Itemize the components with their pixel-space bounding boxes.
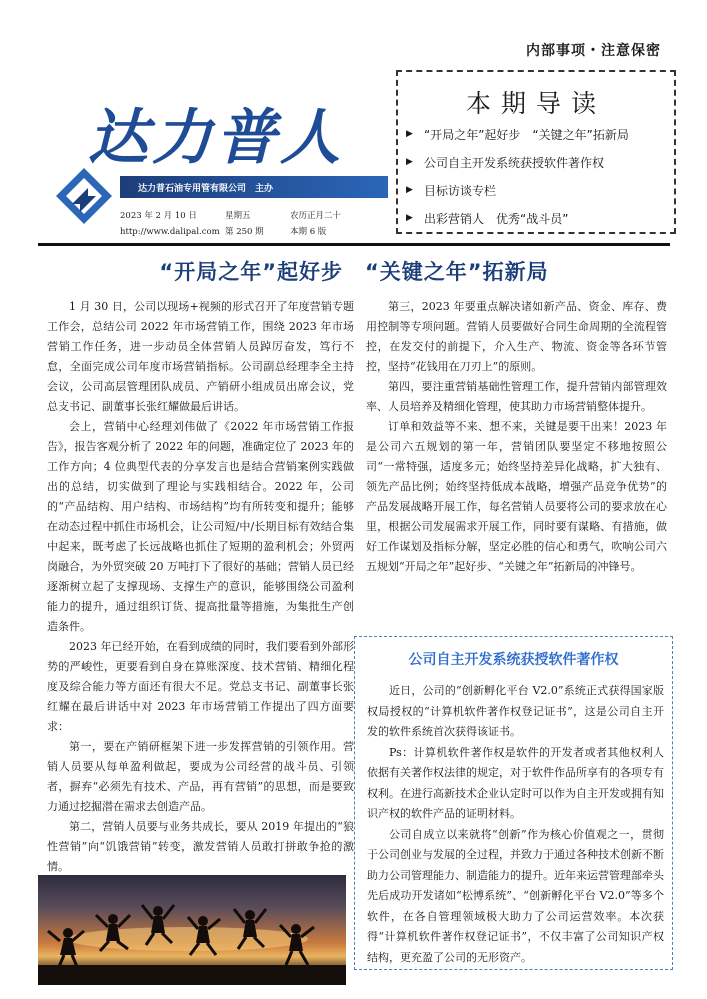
article-paragraph: 订单和效益等不来、想不来，关键是要干出来！2023 年是公司六五规划的第一年，营销团队要坚定不移地按照公司“一常特强，适度多元；始终坚持差异化战略，扩大独有、领先产品比例；始终坚持低成本战略，增强产品竞争优势”的产品发展战略开展工作，每名营销人员要将公司的要求放在心里，根据公司发展需求开展工作，同时要有谋略、有措施，做好工作谋划及指标分解，坚定必胜的信心和勇气，吹响公司六五规划“开局之年”起好步、“关键之年”拓新局的冲锋号。 bbox=[366, 420, 667, 573]
article-paragraph: 第四，要注重营销基础性管理工作，提升营销内部管理效率、人员培养及精细化管理，使其助力市场营销整体提升。 bbox=[366, 380, 667, 413]
lunar-date: 农历正月二十 bbox=[290, 211, 342, 221]
publication-info bbox=[120, 208, 390, 240]
sidebar-paragraph: Ps：计算机软件著作权是软件的开发者或者其他权利人依据有关著作权法律的规定，对于软件作品所享有的各项专有权利。在进行高新技术企业认定时可以作为自主开发或拥有知识产权的软件产品的证明材料。 bbox=[367, 745, 664, 820]
website-url[interactable]: http://www.dalipal.com bbox=[120, 227, 220, 237]
triangle-right-icon: ▶ bbox=[406, 157, 413, 167]
masthead-title: 达力普人 bbox=[88, 103, 344, 173]
publisher-banner: 达力普石油专用管有限公司 主办 bbox=[120, 176, 388, 198]
sidebar-paragraph: 近日，公司的“创新孵化平台 V2.0”系统正式获得国家版权局授权的“计算机软件著作权登记证书”，这是公司自主开发的软件系统首次获得该证书。 bbox=[367, 684, 664, 738]
article-headline: “开局之年”起好步 “关键之年”拓新局 bbox=[159, 260, 549, 284]
toc-item[interactable]: ▶ 目标访谈专栏 bbox=[406, 183, 497, 198]
article-paragraph: 1 月 30 日，公司以现场+视频的形式召开了年度营销专题工作会，总结公司 2022 年市场营销工作，围绕 2023 年市场营销工作任务，进一步动员全体营销人员踔厉奋发，笃行不怠，全面完成公司年度市场营销指标。公司副总经理李全主持会议，公司高层管理团队成员、产销研小组成员出席会议，党总支书记、副董事长张红耀做最后讲话。 bbox=[47, 300, 354, 413]
table-of-contents bbox=[396, 70, 676, 234]
issue-number: 第 250 期 bbox=[225, 227, 264, 237]
software-copyright-sidebar bbox=[354, 636, 673, 970]
header-divider bbox=[38, 243, 670, 246]
toc-list bbox=[406, 120, 629, 232]
article-left-column bbox=[47, 297, 354, 877]
page-count: 本期 6 版 bbox=[290, 227, 327, 237]
issue-date: 2023 年 2 月 10 日 bbox=[120, 211, 197, 221]
article-paragraph: 会上，营销中心经理刘伟做了《2022 年市场营销工作报告》，报告客观分析了 2022 年的问题，准确定位了 2023 年的工作方向；4 位典型代表的分享发言也是结合营销案例实践做出的总结，切实做到了理论与实践相结合。2022 年，公司的“产品结构、用户结构、市场结构”均有所转变和提升；能够在动态过程中抓住市场机会，让公司短/中/长期目标有效结合集中起来，既考虑了长远战略也抓住了短期的盈利机会；外贸两岗融合，为外贸突破 20 万吨打下了很好的基础；营销人员已经逐渐树立起了支撑现场、支撑生产的意识，能够围绕公司盈利能力的提升，通过组织订货、提高批量等措施，为集批生产创造条件。 bbox=[47, 420, 354, 633]
masthead bbox=[50, 90, 380, 240]
confidential-notice: 内部事项・注意保密 bbox=[526, 43, 661, 59]
article-paragraph: 第三，2023 年要重点解决诸如新产品、资金、库存、费用控制等专项问题。营销人员要做好合同生命周期的全流程管控，在发交付的前提下，介入生产、物流、资金等各环节管控，坚持“花钱用在刀刃上”的原则。 bbox=[366, 300, 667, 373]
sidebar-paragraph: 公司自成立以来就将“创新”作为核心价值观之一，贯彻于公司创业与发展的全过程，并致力于通过各种技术创新不断助力公司管理能力、制造能力的提升。近年来运营管理部牵头先后成功开发诸如“松博系统”、“创新孵化平台 V2.0”等多个软件，在各自管理领域极大助力了公司运营效率。本次获得“计算机软件著作权登记证书”，不仅丰富了公司知识产权结构，更充盈了公司的无形资产。 bbox=[367, 827, 664, 964]
triangle-right-icon: ▶ bbox=[406, 185, 413, 195]
article-right-column bbox=[366, 297, 667, 577]
dalipal-logo-icon bbox=[54, 166, 114, 226]
triangle-right-icon: ▶ bbox=[406, 213, 413, 223]
issue-weekday: 星期五 bbox=[225, 211, 251, 221]
triangle-right-icon: ▶ bbox=[406, 129, 413, 139]
toc-item[interactable]: ▶ “开局之年”起好步 “关键之年”拓新局 bbox=[406, 127, 629, 142]
sidebar-body bbox=[367, 681, 664, 968]
toc-item[interactable]: ▶ 公司自主开发系统获授软件著作权 bbox=[406, 155, 605, 170]
article-paragraph: 第一，要在产销研框架下进一步发挥营销的引领作用。营销人员要从每单盈利做起，要成为公司经营的战斗员、引领者，摒弃“必须先有技术、产品，再有营销”的思想，而是要致力通过挖掘潜在需求去创造产品。 bbox=[47, 740, 354, 813]
team-sunset-photo bbox=[38, 875, 346, 985]
article-paragraph: 第二，营销人员要与业务共成长，要从 2019 年提出的“狼性营销”向“饥饿营销”转变，激发营销人员敢打拼敢争抢的激情。 bbox=[47, 820, 354, 873]
toc-title: 本期导读 bbox=[465, 89, 606, 118]
sidebar-title: 公司自主开发系统获授软件著作权 bbox=[408, 652, 619, 668]
toc-item[interactable]: ▶ 出彩营销人 优秀“战斗员” bbox=[406, 211, 569, 226]
jumping-silhouettes-image bbox=[38, 875, 346, 985]
article-paragraph: 2023 年已经开始，在看到成绩的同时，我们要看到外部形势的严峻性，更要看到自身在算账深度、技术营销、精细化程度及综合能力等方面还有很大不足。党总支书记、副董事长张红耀在最后讲话中对 2023 年市场营销工作提出了四方面要求： bbox=[47, 640, 354, 733]
